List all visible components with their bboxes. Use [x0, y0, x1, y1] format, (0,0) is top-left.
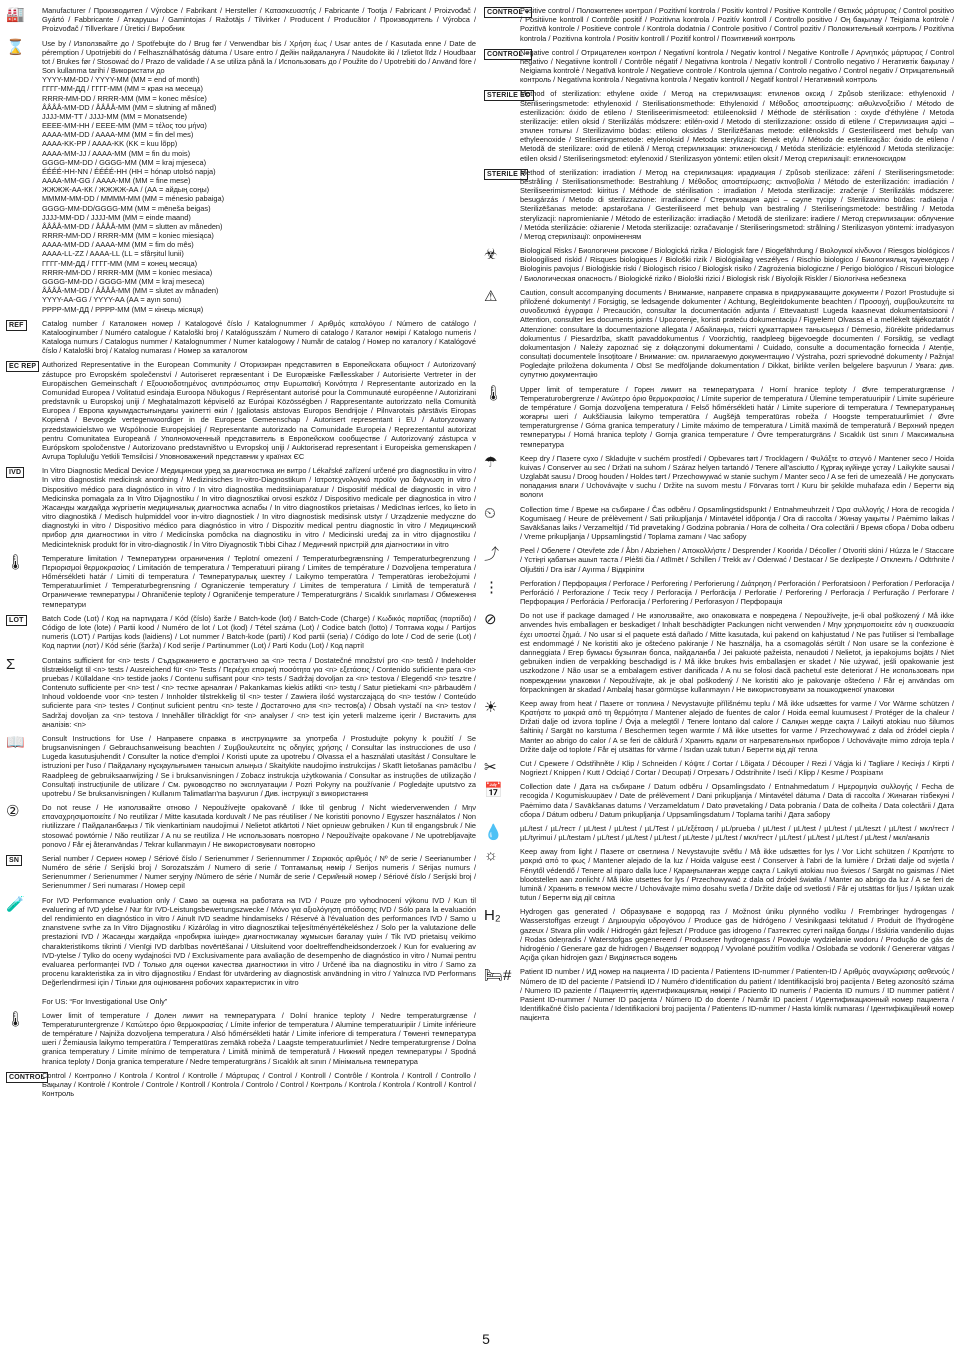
entry-text: Collection time / Време на събиране / Čas odběru / Opsamlingstidspunkt / Entnahmeuhrzeit / Ώρα συλλογής / Hora de recogida / Kogumisaeg / Heure de prélèvement / Sati prikupljanja / Mintavétel időpontja / Ora di raccolta / Жинау уақыты / Paėmimo laikas / Savākšanas laiks / Verzameltijd / Tid prøvetaking / Godzina pobrania / Hora de colheita / Ora colectării / Время сбора / Doba odberu / Vreme prikupljanja / Uppsamlingstid / Toplama zamanı / Час забору — [520, 504, 957, 542]
glossary-entry — [484, 847, 957, 903]
symbol-glyph: 📅 — [484, 782, 503, 800]
glossary-entry — [6, 318, 479, 356]
entry-text: Control / Контролно / Kontrola / Kontrol / Kontrolle / Μάρτυρας / Control / Kontroll / Contrôle / Kontrola / Kontroll / Controllo / Бақылау / Kontrolė / Kontrole / Controle / Kontroll / Kontrola / Controlo / Control / Контроль / Kontrola / Kontrola / Kontroll / Kontrol / Контроль — [42, 1070, 479, 1099]
entry-text: Keep away from light / Пазете от светлина / Nevystavujte světlu / Må ikke udsættes for lys / Vor Licht schützen / Κρατήστε το μακριά από το φως / Mantener alejado de la luz / Hoida valguse eest / Conserver à l'abri de la lumière / Držati dalje od svjetla / Fénytől védendő / Tenere al riparo dalla luce / Қараңғыланған жерде сақта / Laikyti atokiau nuo šviesos / Sargāt no gaismas / Niet blootstellen aan zonlicht / Må ikke utsettes for lys / Przechowywać z dala od źródeł światła / Manter ao abrigo da luz / A se feri de lumină / Хранить в темном месте / Uchovávajte mimo dosahu svetla / Držite dalje od svetlosti / Får ej utsättas för ljus / Işıktan uzak tutun / Берегти від дії світла — [520, 847, 957, 903]
positive-control-icon — [484, 6, 530, 18]
ul-per-test-icon — [484, 824, 520, 841]
entry-text: Batch Code (Lot) / Код на партидата / Kód (číslo) šarže / Batch-kode (lot) / Batch-Code (Charge) / Κωδικός παρτίδας (παρτίδα) / Código de lote (lote) / Partii kood / Numéro de lot / Lot (kod) / Tétel száma (Lot) / Codice batch (lotto) / Топтама коды / Partijos numeris (LOT) / Partijas kods (laidiens) / Lot nummer / Batch-kode (parti) / Kod partii (seria) / Código do lote / Cod de serie (Lot) / Код партии (лот) / Kód série (šarža) / Kod serije / Partinummer (Lot) / Parti Kodu (Lot) / Код партії — [42, 613, 479, 651]
glossary-entry — [6, 6, 479, 34]
glossary-entry — [6, 655, 479, 729]
peel-icon — [484, 546, 520, 563]
page-footer — [0, 1331, 960, 1348]
entry-text: Do not use if package damaged / Не използвайте, ако опаковката е повредена / Nepoužívejte, je-li obal poškozený / Må ikke anvendes hvis emballagen er beskadiget / Inhalt beschädigter Packungen nicht verwenden / Μην χρησιμοποιείτε εάν η συσκευασία έχει υποστεί ζημιά. / No usar si el paquete está dañado / Mitte kasutada, kui pakend on kahjustatud / Ne pas l'utiliser si l'emballage est endommagé / Ne koristiti ako je oštećeno pakiranje / Ne használja, ha a csomagolás sérült / Non usare se la confezione è danneggiata / Егер бумасы бұзылған болса, пайдаланба / Jei pakuotė pažeista, nenaudoti / Nelietot, ja iepakojums bojāts / Niet gebruiken indien de verpakking beschadigd is / Må ikke brukes hvis emballasjen er skadet / Nie używać, jeśli opakowanie jest uszkodzone / Não usar se a embalagem estiver danificada / A nu se folosi dacă pachetul este deteriorat / Не использовать при повреждении упаковки / Nepoužívajte, ak je obal poškodený / Ne koristiti ako je pakovanje oštećeno / Får ej användas om förpackningen är skadad / Ambalaj hasar görmüşse kullanmayın / Не використовувати за пошкодженої упаковки — [520, 611, 957, 694]
biological-risks-icon — [484, 246, 520, 263]
left-column — [6, 6, 479, 1103]
entry-text: Perforation / Перфорация / Perforace / Perforering / Perforierung / Διάτρηση / Perforación / Perforatsioon / Perforation / Perforacija / Perforáció / Perforazione / Тесік тесу / Perforacija / Perforācija / Perforatie / Perforering / Perforacja / Perfuração / Perforare / Перфорация / Perforácia / Perforacija / Perforering / Perforasyon / Перфорація — [520, 578, 957, 607]
symbol-glyph: ✂ — [484, 758, 497, 776]
caution-icon — [484, 288, 520, 305]
symbol-glyph: Σ — [6, 655, 16, 673]
keep-dry-icon — [484, 454, 520, 471]
symbol-glyph: 🌡 — [6, 1010, 26, 1028]
glossary-entry — [484, 246, 957, 283]
patient-id-icon — [484, 967, 520, 984]
right-column — [484, 6, 957, 1027]
glossary-entry — [484, 782, 957, 819]
symbol-label: REF — [6, 320, 27, 331]
symbol-label: CONTROL + — [484, 7, 532, 18]
serial-number-icon — [6, 854, 42, 866]
glossary-entry — [6, 853, 479, 891]
glossary-entry — [484, 907, 957, 963]
negative-control-icon — [484, 48, 530, 60]
glossary-entry — [6, 466, 479, 549]
symbol-label: STERILE EO — [484, 90, 534, 101]
symbol-glyph: 📖 — [6, 733, 25, 751]
symbol-glyph: H₂ — [484, 907, 501, 925]
symbol-glyph: ⌛ — [6, 38, 25, 56]
symbol-glyph: ⊘ — [484, 611, 497, 629]
upper-temperature-limit-icon — [484, 385, 520, 402]
entry-text: Authorized Representative in the European Community / Оторизиран представител в Европейската общност / Autorizovaný zástupce pro Evropském společenství / Autoriseret repræsentant i De Europæiske Fællesskaber / Autorisierte Vertreter in der Europäischen Gemeinschaft / Εξουσιοδοτημένος αντιπρόσωπος στην Ευρωπαϊκή Κοινότητα / Representante autorizado en la Comunidad Europea / Volitatud esindaja Euroopa Nõukogus / Représentant autorisé pour la Communauté européenne / Autorizirani predstavnik u Europskoj uniji / Meghatalmazott képviselő az Európai Közösségben / Rappresentante autorizzato nella Comunità Europea / Европа қауымдастығындағы уәкілетті өкіл / Įgaliotasis atstovas Europos Bendrijoje / Pilnvarotais pārstāvis Eiropas Kopienā / Bevoegde vertegenwoordiger in de Europese Gemeenschap / Autorisert representant i EU / Autoryzowany przedstawicielstwo we Wspólnocie Europejskiej / Representante autorizado na Comunidade Europeia / Reprezentantul autorizat pentru Comunitatea Europeană / Уполномоченный представитель в Европейском сообществе / Autorizovaný zástupca v Európskom spoločenstve / Autorizovano predstavništvo u Evropskoj uniji / Auktoriserad representant i Europeiska gemenskapen / Avrupa Topluluğu Yetkili Temsilcisi / Уповноважений представник у країнах ЄС — [42, 360, 479, 462]
batch-code-icon — [6, 614, 42, 626]
symbol-label: EC REP — [6, 361, 39, 372]
entry-text: Lower limit of temperature / Долен лимит на температурата / Dolní hranice teploty / Nedre temperaturgrænse / Temperaturuntergrenze / Κατώτερο όριο θερμοκρασίας / Límite inferior de temperatura / Alumine temperatuuripiir / Limite inférieure de température / Najniža dozvoljena temperatura / Alsó hőmérsékleti határ / Limite inferiore di temperatura / Төменгі температура шегі / Žemiausia laikymo temperatūra / Temperatūras zemākā robeža / Laagste temperatuurlimiet / Nedre temperaturgrense / Dolna granica temperatury / Limite mínimo de temperatura / Limită minimă de temperatură / Нижний предел температуры / Spodná hranica teploty / Donja granica temperature / Nedre temperaturgräns / Sıcaklık alt sınırı / Мінімальна температура — [42, 1010, 479, 1066]
glossary-entry — [6, 803, 479, 849]
cut-icon — [484, 759, 520, 776]
authorized-rep-icon — [6, 360, 42, 372]
collection-time-icon — [484, 505, 520, 522]
symbol-glyph: 🧪 — [6, 895, 25, 913]
collection-date-icon — [484, 782, 520, 799]
control-icon — [6, 1071, 46, 1083]
symbol-label: STERILE R — [484, 169, 528, 180]
entry-text: Consult Instructions for Use / Направете справка в инструкциите за употреба / Prostudujte pokyny k použití / Se brugsanvisningen / Gebrauchsanweisung beachten / Συμβουλευτείτε τις οδηγίες χρήσης / Consultar las instrucciones de uso / Lugeda kasutusjuhendit / Consulter la notice d'emploi / Koristi upute za upotrebu / Olvassa el a használati utasítást / Consultare le istruzioni per l'uso / Пайдалану нұсқаулығымен танысып алыңыз / Skaitykite naudojimo instrukcijas / Skatīt lietošanas pamācību / Raadpleeg de gebruiksaanwijzing / Se i bruksanvisningen / Zobacz instrukcja użytkowania / Consultar as instruções de utilização / Consultați instrucțiunile de utilizare / См. руководство по эксплуатации / Pozri Pokyny na používanie / Pogledajte uputstvo za upotrebu / Se bruksanvisningen / Kullanım Talimatları'na başvurun / Див. інструкції з використання — [42, 733, 479, 798]
sterile-eo-icon — [484, 89, 531, 101]
symbol-label: CONTROL — [6, 1072, 48, 1083]
entry-text: Peel / Обелете / Otevřete zde / Åbn / Abziehen / Αποκολλήστε / Desprender / Koorida / Décoller / Otvoriti skini / Húzza le / Staccare / Үстіңгі қабатын ашып таста / Plėšti čia / Atlīmēt / Schillen / Trekk av / Oderwać / Destacar / Se dezlipește / Отклеить / Odtrhnite / Oljuštiti / Dra isär / Ayırma / Відкріпіти — [520, 546, 957, 574]
entry-text: For IVD Performance evaluation only / Само за оценка на работата на IVD / Pouze pro vyhodnocení výkonu IVD / Kun til evaluering af IVD ydelse / Nur für IVD-Leistungsbewertungszwecke / Μόνο για αξιολόγηση απόδοσης IVD / Sólo para la evaluación del rendimiento en diagnóstico in vitro / Ainult IVD seadme hindamiseks / Réservé à l'évaluation des performances IVD / Samo u znanstvene svrhe za In Vitro Dijagnostiku / Kizárólag in vitro diagnosztikai teljesítményértékeléshez / Solo per la valutazione delle prestazioni IVD / Жасанды жағдайда «пробирка ішінде» диагностикалау жұмысын бағалау үшін / Tik IVD prietaisų veikimo charakteristikoms tikrinti / Vienīgi IVD darbības novērtēšanai / Uitsluitend voor doeltreffendheidsonderzoek / Kun for evaluering av IVD-ytelse / Tylko do oceny wydajności IVD / Exclusivamente para avaliação de desempenho de diagnóstico in vitro / Numai pentru evaluarea performanței IVD / Только для оценки качества диагностики in vitro / Určené iba na diagnostiku in vitro / Samo za procenu karakteristika za in vitro dijagnostiku / Endast för utvärdering av diagnostisk användning in vitro / Yalnızca IVD Performans Değerlendirmesi için / Тільки для оцінювання робочих характеристик in vitro For US: “For Investigational Use Only” — [42, 895, 476, 1006]
symbol-glyph: ⋮ — [484, 578, 499, 596]
glossary-entry — [484, 578, 957, 607]
page-number: 5 — [482, 1331, 490, 1347]
symbol-glyph: ⏲ — [484, 504, 496, 522]
entry-text: Hydrogen gas generated / Образуване е водород газ / Možnost úniku plynného vodíku / Frembringer hydrogengas / Wasserstoffgas erzeugt / Δημιουργία υδρογόνου / Produce gas de hidrógeno / Vesinikgaasi tekitatud / Produit de l'hydrogène gazeux / Stvara plin vodik / Hidrogén gázt fejleszt / Produce gas idrogeno / Газтектес сутегі пайда болды / Išskiria vandenilio dujas / Rodas ūdeņradis / Waterstofgas gegenereerd / Produserer hydrogengass / Powoduje wydzielanie wodoru / Produção de gás de hidrogénio / Generare gaz de hidrogen / Выделяет водород / Vyvolané použitím vodíka / Oslobađa se vodonik / Genererar vätgas / Açığa çıkan hidrojen gazı / Виділяється водень — [520, 907, 957, 963]
perforation-icon — [484, 579, 520, 596]
entry-text: Upper limit of temperature / Горен лимит на температурата / Horní hranice teploty / Øvre temperaturgrænse / Temperaturobergrenze / Ανώτερο όριο θερμοκρασίας / Límite superior de temperatura / Ülemine temperatuuripiir / Limite supérieure de température / Gornja dozvoljena temperatura / Felső hőmérsékleti határ / Limite superiore di temperatura / Температураның жоғарғы шегі / Aukščiausia laikymo temperatūra / Augšējā temperatūras robeža / Hoogste temperatuurlimiet / Øvre temperaturgrense / Górna granica temperatury / Limite máximo de temperatura / Limită maximă de temperatură / Верхний предел температуры / Horná hranica teploty / Gornja granica temperature / Övre temperaturgräns / Sıcaklık üst sınırı / Максимальна температура — [520, 384, 957, 449]
entry-text: Temperature limitation / Температурни ограничения / Teplotní omezení / Temperaturbegrænsning / Temperaturbegrenzung / Περιορισμοί θερμοκρασίας / Limitación de temperatura / Temperatuuri piirang / Limites de température / Dozvoljena temperatura / Hőmérsékleti határ / Limiti di temperatura / Температуралық шектеу / Laikymo temperatūra / Temperatūras ierobežojumi / Temperatuurlimiet / Temperaturbegrensning / Ograniczenie temperatury / Limites de temperatura / Limită de temperatură / Ограничение температуры / Ohraničenie teploty / Ograničenje temperature / Temperaturgräns / Sıcaklık sınırlaması / Обмеження температури — [42, 553, 479, 609]
symbol-glyph: 🛏# — [484, 967, 512, 985]
glossary-entry — [484, 167, 957, 241]
entry-text: Serial number / Сериен номер / Sériové číslo / Serienummer / Seriennummer / Σειριακός αριθμός / Nº de serie / Seerianumber / Numéro de série / Serijski broj / Sorozatszám / Numero di serie / Топтамалық нөмір / Serijos numeris / Sērijas numurs / Serienummer / Serienummer / Numer seryjny /Número de série / Număr de serie / Серийный номер / Sériové číslo / Serijski broj / Serienummer / Seri numarası / Номер серії — [42, 853, 479, 891]
glossary-entry — [6, 896, 476, 1006]
entry-text: µL/test / µL/тест / µL/test / µL/test / µL/Test / µL/εξέταση / µL/prueba / µL/test / µL/test / µL/test / µL/teszt / µL/test / мкл/тест / µL/tyrimui / µL/testam / µL/test / µL/test / µL/test / µL/teste / µL/test / мкл/тест / µL/test / µL/test / µL/test / µL/test / мкл/аналіз — [520, 823, 957, 843]
contains-sufficient-icon — [6, 656, 42, 673]
symbol-glyph: ☀ — [484, 698, 498, 716]
glossary-entry — [6, 1070, 479, 1099]
ivd-icon — [6, 466, 42, 478]
entry-text: Keep dry / Пазете сухо / Skladujte v suchém prostředí / Opbevares tørt / Trocklagern / Φυλάξτε το στεγνό / Mantener seco / Hoida kuivas / Conserver au sec / Držati na suhom / Száraz helyen tartandó / Tenere all'asciutto / Құрғақ күйінде ұстау / Laikykite sausai / Uzglabāt sausu / Droog houden / Holdes tørt / Przechowywać w stanie suchym / Manter seco / A se feri de umezeală / Не допускать попадания влаги / Uchovávajte v suchu / Držite na suvom mestu / Förvaras torrt / Kuru bir şekilde muhafaza edin / Берегти від вологи — [520, 453, 957, 500]
entry-text: Do not reuse / Не използвайте отново / Nepoužívejte opakovaně / Ikke til genbrug / Nicht wiederverwenden / Μην επαναχρησιμοποιείτε / No reutilizar / Mitte kasutada korduvalt / Ne pas réutiliser / Ne koristiti ponovno / Egyszer használatos / Non riutilizzare / Пайдаланбаңыз / Tik vienkartiniam naudojimui / Nelietot atkārtoti / Niet opnieuw gebruiken / Kun til engangsbruk / Nie stosować powtórnie / Não reutilizar / A nu se reutiliza / Не использовать повторно / Nepoužívajte opakovane / Ne upotrebljavajte ponovo / Får ej återanvändas / Tekrar kullanmayın / Не використовувати повторно — [42, 803, 479, 849]
catalog-number-icon — [6, 319, 42, 331]
entry-text: Patient ID number / ИД номер на пациента / ID pacienta / Patientens ID-nummer / Patienten-ID / Αριθμός αναγνώρισης ασθενούς / Número de ID del paciente / Patsiendi ID / Numéro d'identification du patient / Identifikacijski broj pacijenta / Beteg azonosító száma / Numero ID paziente / Пациенттің идентификациялық нөмірі / Paciento ID numeris / Pacienta ID numurs / ID nummer patiënt / Pasient ID-nummer / Numer ID pacjenta / Número ID do doente / Număr ID pacient / Идентификационный номер пациента / Identifikačné číslo pacienta / Identifikacioni broj pacijenta / Patientens ID-nummer / Hasta kimlik numarası / Ідентифікаційний номер пацієнта — [520, 967, 957, 1023]
temperature-limitation-icon — [6, 554, 42, 571]
glossary-entry — [6, 1010, 479, 1066]
glossary-entry — [6, 360, 479, 462]
entry-text: Method of sterilization: irradiation / Метод на стерилизация: ирадиация / Způsob sterilizace: záření / Steriliseringsmetode: bestråling / Sterilisationsmethode: Bestrahlung / Μέθοδος αποστείρωσης: ακτινοβολία / Método de esterilización: irradiación / Steriliseerimismeetod: kiiritus / Méthode de stérilisation : irradiation / Metoda sterilizacije: zračenje / Sterilizálás módszere: besugárzás / Metodo di sterilizzazione: irradiazione / Стерилизация әдісі – сәуле түсіру / Sterilizavimo būdas: radiacija / Sterilizēšanas metode: apstarošana / Gesteriliseerd met behulp van bestraling / Steriliseringsmetode: bestråling / Metoda sterylizacji: napromienianie / Método de esterilização: irradiação / Metodă de sterilizare: iradiere / Метод стерилизации: облучение / Metóda sterilizácie: ožiarenie / Metoda sterilizacije: ozračavanje / Steriliseringsmetod: strålning / Sterilizasyon yöntemi: irradyasyon / Метод стерилізації: опроміненням — [520, 167, 957, 241]
glossary-entry — [6, 39, 476, 314]
glossary-entry — [484, 6, 957, 43]
glossary-entry — [484, 546, 957, 574]
symbol-label: LOT — [6, 615, 27, 626]
lower-temperature-limit-icon — [6, 1011, 42, 1028]
symbol-glyph: ⚠ — [484, 287, 498, 305]
hydrogen-gas-icon — [484, 907, 520, 924]
symbol-glyph: ⤴ — [484, 546, 500, 564]
entry-text: Collection date / Дата на събиране / Datum odběru / Opsamlingsdato / Entnahmedatum / Ημερομηνία συλλογής / Fecha de recogida / Kogumiskuupäev / Date de prélèvement / Dani prikupljanja / Mintavétel dátuma / Data di raccolta / Жинаған тізбекуні / Paėmimo data / Savākšanas datums / Verzameldatum / Dato prøvetaking / Data pobrania / Data de colheita / Data colectării / Дата сбора / Dátum odberu / Datum prikupljanja / Uppsamlingsdatum / Toplama tarihi / Дата забору — [520, 782, 957, 819]
glossary-entry — [484, 89, 957, 163]
entry-text: Negative control / Отрицателен контрол / Negativní kontrola / Negativ kontrol / Negative Kontrolle / Αρνητικός μάρτυρας / Control negativo / Negatiivne kontroll / Contrôle négatif / Negativna kontrola / Negatív kontroll / Controllo negativo / Негативтік бақылау / Neigiama kontrolė / Negatīvā kontrole / Negatieve controle / Kontrola ujemna / Controlo negativo / Control negativ / Отрицательный контроль / Negatívna kontrola / Negativna kontrola / Negativ kontroll / Negatif kontrol / Негативний контроль — [520, 47, 957, 85]
symbol-label: IVD — [6, 467, 24, 478]
glossary-entry — [6, 733, 479, 798]
glossary-entry — [484, 47, 957, 85]
entry-text: Use by / Използвайте до / Spotřebujte do / Brug før / Verwendbar bis / Χρήση έως / Usar antes de / Kasutada enne / Date de péremption / Upotrijebiti do / Felhasználhatóság dátuma / Usare entro / Дейін пайдалануға / Naudokite iki / Izlietot līdz / Houdbaar tot / Brukes før / Stosować do / Prazo de validade / A se utiliza până la / Использовать до / Použite do / Upotrebiti do / Använd före / Son kullanma tarihi / Використати до YYYY-MM-DD / YYYY-MM (MM = end of month) ГГГГ-ММ-ДД / ГГГГ-ММ (ММ = края на месеца) RRRR-MM-DD / RRRR-MM (MM = konec měsíce) ÅÅÅÅ-MM-DD / ÅÅÅÅ-MM (MM = slutning af måned) JJJJ-MM-TT / JJJJ-MM (MM = Monatsende) ΕΕΕΕ-ΜΜ-ΗΗ / ΕΕΕΕ-ΜΜ (ΜΜ = τέλος του μήνα) AAAA-MM-DD / AAAA-MM (MM = fin del mes) AAAA-KK-PP / AAAA-KK (KK = kuu lõpp) AAAA-MM-JJ / AAAA-MM (MM = fin du mois) GGGG-MM-DD / GGGG-MM (MM = kraj mjeseca) ÉÉÉÉ-HH-NN / ÉÉÉÉ-HH (HH = hónap utolsó napja) AAAA-MM-GG / AAAA-MM (MM = fine mese) ЖЖЖЖ-АА-КК / ЖЖЖЖ-АА / (АА = айдың соңы) MMMM-MM-DD / MMMM-MM (MM = ménesio pabaiga) GGGG-MM-DD/GGGG-MM (MM = mēneša beigas) JJJJ-MM-DD / JJJJ-MM (MM = einde maand) ÅÅÅÅ-MM-DD / ÅÅÅÅ-MM (MM = slutten av måneden) RRRR-MM-DD / RRRR-MM (MM = koniec miesiąca) AAAA-MM-DD / AAAA-MM (MM = fim do mês) AAAA-LL-ZZ / AAAA-LL (LL = sfârșitul lunii) ГГГГ-ММ-ДД / ГГГГ-ММ (ММ = конец месяца) RRRR-MM-DD / RRRR-MM (MM = koniec mesiaca) GGGG-MM-DD / GGGG-MM (MM = kraj meseca) ÅÅÅÅ-MM-DD / ÅÅÅÅ-MM (MM = slutet av månaden) YYYY-AA-GG / YYYY-AA (AA = ayın sonu) РРРР-ММ-ДД / РРРР-ММ (ММ = кінець місяця) — [42, 38, 476, 314]
glossary-entry — [484, 504, 957, 542]
symbol-glyph: 🌡 — [6, 553, 26, 571]
entry-text: Catalog number / Каталожен номер / Katalogové číslo / Katalognummer / Αριθμός καταλόγου / Número de catálogo / Katalooginumber / Numéro catalogue / Kataloški broj / Katalógusszám / Numero di catalogo / Каталог нөмірі / Katalogo numeris / Kataloga numurs / Catalogus nummer / Katalognummer / Numer katalogowy / Număr de catalog / Номер по каталогу / Katalógové číslo / Kataloški broj / Katalog numarası / Номер за каталогом — [42, 318, 479, 356]
symbol-glyph: ☣ — [484, 246, 498, 264]
entry-text: Biological Risks / Биологични рискове / Biologická rizika / Biologisk fare / Biogefährdung / Βιολογικοί κίνδυνοι / Riesgos biológicos / Bioloogilised riskid / Risques biologiques / Biološki rizik / Biológiailag veszélyes / Rischio biologico / Биологиялық тәуекелдер / Biologinis pavojus / Bioloģiskie riski / Biologisch risico / Biologisk risiko / Zagrożenia biologiczne / Perigo biológico / Riscuri biologice / Биологическая опасность / Biologické riziko / Biološki rizici / Biologisk risk / Biyolojik Riskler / Біологічна небезпека — [520, 246, 957, 283]
symbol-glyph: 🏭 — [6, 6, 25, 23]
entry-text: Contains sufficient for <n> tests / Съдържанието е достатъчно за <n> теста / Dostatečné množství pro <n> testů / Indeholder tilstrækkeligt til <n> tests / Ausreichend für <n> Tests / Περιέχει επαρκή ποσότητα για <n> εξετάσεις / Contenido suficiente para <n> pruebas / Küllaldane <n> testide jaoks / Contenu suffisant pour <n> tests / Sadržaj dovoljan za <n> testova / Elegendő <n> tesztre / Contenuto sufficiente per <n> test / <n> тестке арналған / Pakankamas kiekis atlikti <n> testų / Satur pietiekami <n> pārbaudēm / Inhoud voldoende voor <n> testen / Innholder tilstrekkelig til <n> tester / Zawiera ilość wystarczającą do <n> testów / Conteúdo suficiente para <n> testes / Conținut suficient pentru <n> teste / Достаточно для <n> тестов(а) / Obsah vystačí na <n> testov / Sadržaj dovoljan za <n> testova / Innehåller tillräckligt för <n> analyser / <n> test için yeterli malzeme içerir / Вистачить для аналізів: <n> — [42, 655, 479, 729]
glossary-entry — [484, 453, 957, 500]
glossary-entry — [6, 553, 479, 609]
glossary-entry — [484, 287, 957, 380]
symbol-label: CONTROL − — [484, 49, 532, 60]
entry-text: Method of sterilization: ethylene oxide / Метод на стерилизация: етиленов оксид / Způsob sterilizace: ethylenoxid / Steriliseringsmetode: ethylenoxid / Sterilisationsmethode: Ethylenoxid / Μέθοδος αποστείρωσης: αιθυλενοξείδιο / Método de esterilización: óxido de etileno / Steriliseerimismeetod: etüleenoksiid / Méthode de stérilisation : oxyde d'éthylène / Metoda sterilizacije: etilen oksid / Sterilizálás módszere: etilén-oxid / Metodo di sterilizzazione: ossido di etilene / Стерилизация әдісі – этилен тотығы / Sterilizavimo būdas: etileno oksidas / Sterilizēšanas metode: etilēnoksīds / Gesteriliseerd met behulp van ethyleenoxide / Steriliseringsmetode: etylenoksid / Metoda sterylizacji: tlenek etylu / Método de esterilização: óxido de etileno / Metodă de sterilizare: oxid de etilenă / Метод стерилизации: этиленоксид / Metóda sterilizácie: etylénoxid / Metoda sterilizacije: etilen oksid / Steriliseringsmetod: etylenoxid / Sterilizasyon yöntemi: etilen oksit / Метод стерилізації: етиленоксидом — [520, 89, 957, 163]
symbol-glyph: ☼ — [484, 847, 498, 865]
sterile-r-icon — [484, 168, 526, 180]
entry-text: Caution, consult accompanying documents / Внимание, направете справка в придружаващите документи / Pozor! Prostudujte si přiložené dokumenty! / Forsigtig, se ledsagende dokumenter / Achtung, Begleitdokumente beachten / Προσοχή, συμβουλευτείτε τα συνοδευτικά έγγραφα / Precaución, consultar la documentación adjunta / Ettevaatust! Lugeda kaasnevat dokumentatsiooni / Attention, consulter les documents joints / Upozorenje, koristi prateću dokumentaciju / Figyelem! Olvassa el a mellékelt tájékoztatót / Attenzione: consultare la documentazione allegata / Абайлаңыз, тиісті құжаттармен танысыңыз / Dėmesio, žiūrėkite pridedamus dokumentus / Piesardzība, skatīt pavaddokumentus / Voorzichtig, raadpleeg bijgevoegde documenten / Forsiktig, se vedlagt dokumentasjon / Należy zapoznać się z dołączonymi dokumentami / Cuidado, consulte a documentação fornecida / Atenție, consultați documentele însoțitoare / Внимание: см. прилагаемую документацию / Výstraha, pozri sprievodné dokumenty / Pažnja! Pogledajte priložena dokumenta / Obs! Se medföljande dokumentation / Dikkat, birlikte verilen belgelere başvurun / Увага: див. супутню документацію — [520, 287, 957, 380]
symbol-glyph: 💧 — [484, 823, 503, 841]
keep-away-light-icon — [484, 847, 520, 864]
entry-text: Cut / Срежете / Odstřihněte / Klip / Schneiden / Κόψτε / Cortar / Lõigata / Découper / Rezi / Vágja ki / Tagliare / Кесіңіз / Kirpti / Nogriezt / Knippen / Kutt / Odciąć / Cortar / Decupați / Отрезать / Odstrihnite / Iseći / Klipp / Kesme / Розрізати — [520, 758, 957, 778]
do-not-reuse-icon — [6, 803, 42, 820]
symbol-glyph: ② — [6, 803, 20, 821]
manufacturer-icon — [6, 6, 42, 23]
entry-text: Positive control / Положителен контрол / Pozitivní kontrola / Positiv kontrol / Positive Kontrolle / Θετικός μάρτυρας / Control positivo / Positiivne kontroll / Contrôle positif / Pozitivna kontrola / Pozitív kontroll / Controllo positivo / Оң бақылау / Teigiama kontrolė / Pozitīvā kontrole / Positieve controle / Kontrola dodatnia / Controle positivo / Control pozitiv / Положительный контроль / Pozitívna kontrola / Pozitivna kontrola / Positiv kontroll / Pozitif kontrol / Позитивний контроль — [520, 6, 957, 43]
performance-evaluation-icon — [6, 896, 42, 913]
entry-text: Manufacturer / Производител / Výrobce / Fabrikant / Hersteller / Κατασκευαστής / Fabricante / Tootja / Fabricant / Proizvođač / Gyártó / Fabbricante / Аткарушы / Gamintojas / Ražotājs / Tilvirker / Producent / Producător / Производитель / Výrobca / Proizvođač / Tillverkare / Üretici / Виробник — [42, 6, 479, 34]
hourglass-icon — [6, 39, 42, 56]
keep-away-heat-icon — [484, 699, 520, 716]
entry-text: Keep away from heat / Пазете от топлина / Nevystavujte přílišnému teplu / Må ikke udsættes for varme / Vor Wärme schützen / Κρατήστε το μακριά από τη θερμότητα / Mantener alejado de fuentes de calor / Hoida eemal kuumusest / Protéger de la chaleur / Držati dalje od izvora topline / Óvja a melegtől / Tenere lontano dal calore / Салқын жерде сақта / Laikyti atokiau nuo šilumos šaltinių / Sargāt no karstuma / Beschermen tegen warmte / Må ikke utsettes for varme / Przechowywać z dala od źródeł ciepła / Manter ao abrigo do calor / A se feri de căldură / Хранить вдали от нагревательных приборов / Uchovávajte mimo zdroja tepla / Držite dalje od toplote / Får ej utsättas för värme / Isıdan uzak tutun / Берегти від дії тепла — [520, 698, 957, 754]
glossary-entry — [484, 823, 957, 843]
symbol-glyph: 🌡 — [484, 384, 504, 402]
entry-text: In Vitro Diagnostic Medical Device / Медицински уред за диагностика ин витро / Lékařské zařízení určené pro diagnostiku in vitro / In vitro diagnostisk medicinsk anordning / Medizinisches In-vitro-Diagnostikum / Ιατροτεχνολογικό προϊόν για διάγνωση in vitro / Dispositivo médico para diagnóstico in vitro / In vitro diagnostika meditsiiniaparatuur / Dispositif médical de diagnostic in vitro / Medicinska pomagala za In Vitro Dijagnostiku / In vitro diagnosztikai orvosi eszköz / Dispositivo medicale per diagnostica in vitro / Жасанды жағдайда жүргізетін медициналық диагностика аспабы / In vitro diagnostikos prietaisas / Medicīnas ierīces, ko lieto in vitro diagnostikā / Medisch hulpmiddel voor in-vitro diagnostiek / In vitro diagnostisk medisinsk utstyr / Urządzenie medyczne do diagnostyki in vitro / Dispositivo médico para diagnóstico in vitro / Dispozitiv medical pentru diagnostic în vitro / Медицинский прибор для диагностики in vitro / Medicínska pomôcka na diagnostiku in vitro / Medicinski uređaj za in vitro dijagnostiku / Medicinteknisk produkt för in vitro-diagnostik / İn Vitro Diyagnostik Tıbbi Cihaz / Медичний пристрій для діагностики in vitro — [42, 466, 479, 549]
glossary-entry — [484, 384, 957, 449]
symbol-label: SN — [6, 855, 22, 866]
glossary-entry — [484, 611, 957, 694]
glossary-entry — [484, 758, 957, 778]
glossary-entry — [6, 613, 479, 651]
symbol-glyph: ☂ — [484, 453, 498, 471]
glossary-entry — [484, 698, 957, 754]
glossary-entry — [484, 967, 957, 1023]
consult-instructions-icon — [6, 734, 42, 751]
do-not-use-damaged-icon — [484, 611, 520, 628]
